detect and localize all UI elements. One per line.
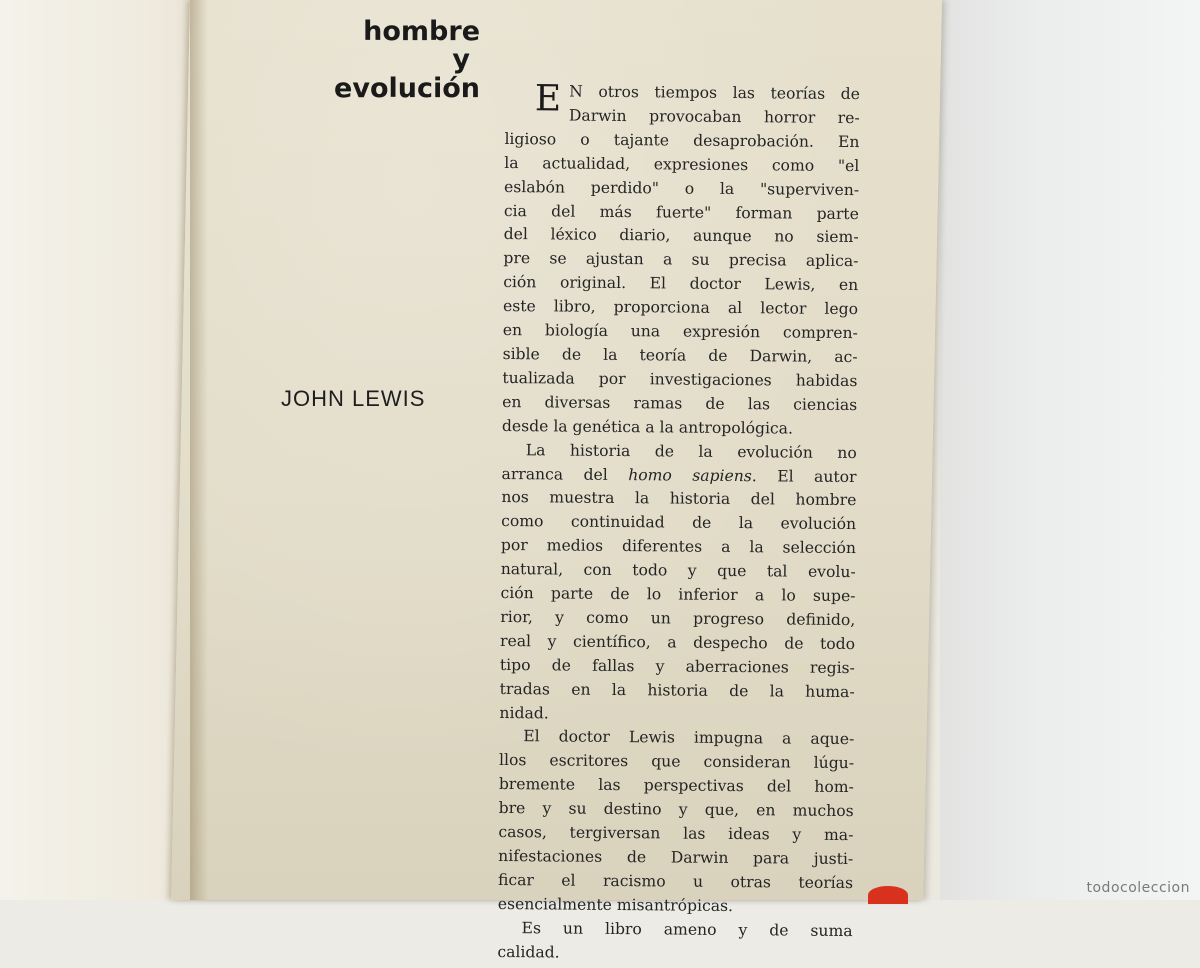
blurb-line: esencialmente misantrópicas. <box>497 894 734 915</box>
blurb-line: calidad. <box>497 942 560 962</box>
blurb-line: ficar el racismo u otras teorías <box>497 870 854 892</box>
blurb-text <box>497 80 860 968</box>
blurb-line: bremente las perspectivas del hom- <box>498 775 854 797</box>
blurb-paragraph-3 <box>498 725 855 919</box>
table-surface-right <box>940 0 1200 900</box>
blurb-text-run: . El autor <box>751 466 857 486</box>
blurb-line: Es un libro ameno y de suma <box>521 918 853 940</box>
blurb-line: La historia de la evolución no <box>525 440 857 462</box>
blurb-line: bre y su destino y que, en muchos <box>498 799 854 821</box>
red-label-fragment <box>868 886 908 904</box>
blurb-paragraph-1 <box>502 80 860 442</box>
blurb-line: nifestaciones de Darwin para justi- <box>498 846 854 869</box>
blurb-line: como continuidad de la evolución <box>501 512 857 534</box>
book-author: JOHN LEWIS <box>281 386 426 411</box>
drop-cap: E <box>534 78 562 120</box>
title-line-1: hombre <box>363 16 480 47</box>
blurb-line: nidad. <box>499 703 549 722</box>
blurb-line: El doctor Lewis impugna a aque- <box>523 727 855 749</box>
watermark: todocoleccion <box>1086 880 1190 896</box>
blurb-line: nos muestra la historia del hombre <box>501 488 857 510</box>
italic-term: homo sapiens <box>628 465 752 485</box>
blurb-line: ción parte de lo inferior a lo supe- <box>500 584 856 606</box>
blurb-line: casos, tergiversan las ideas y ma- <box>498 823 854 845</box>
blurb-line: pre se ajustan a su precisa aplica- <box>503 249 859 271</box>
blurb-line: ligioso o tajante desaprobación. En <box>504 129 860 151</box>
blurb-paragraph-4 <box>497 917 852 968</box>
blurb-text-run: arranca del <box>501 464 629 484</box>
blurb-line: tualizada por investigaciones habidas <box>502 368 858 390</box>
blurb-line: real y científico, a despecho de todo <box>500 631 856 653</box>
blurb-line: ción original. El doctor Lewis, en <box>503 273 859 295</box>
blurb-line: tipo de fallas y aberraciones regis- <box>499 655 855 677</box>
blurb-line <box>501 462 856 489</box>
blurb-line: natural, con todo y que tal evolu- <box>500 560 856 582</box>
blurb-line: la actualidad, expresiones como "el <box>504 153 860 175</box>
title-line-3: evolución <box>334 72 480 104</box>
blurb-line: cia del más fuerte" forman parte <box>503 201 859 223</box>
blurb-line: sible de la teoría de Darwin, ac- <box>502 344 858 367</box>
blurb-line: desde la genética a la antropológica. <box>501 416 794 438</box>
blurb-line: este libro, proporciona al lector lego <box>502 297 859 319</box>
blurb-paragraph-2 <box>499 439 856 729</box>
blurb-line: tradas en la historia de la huma- <box>499 679 855 701</box>
blurb-line: rior, y como un progreso definido, <box>500 607 856 630</box>
blurb-line: del léxico diario, aunque no siem- <box>503 225 859 247</box>
title-line-2: y <box>452 44 470 76</box>
blurb-line: por medios diferentes a la selección <box>500 536 857 558</box>
blurb-line: en diversas ramas de las ciencias <box>502 392 858 414</box>
blurb-line: llos escritores que consideran lúgu- <box>498 751 855 773</box>
blurb-line: eslabón perdido" o la "superviven- <box>503 177 860 199</box>
spine-shadow <box>190 0 208 900</box>
book-title <box>300 18 480 103</box>
blurb-line: N otros tiempos las teorías de <box>569 82 860 104</box>
blurb-line: Darwin provocaban horror re- <box>568 106 860 128</box>
blurb-line: en biología una expresión compren- <box>502 321 858 343</box>
